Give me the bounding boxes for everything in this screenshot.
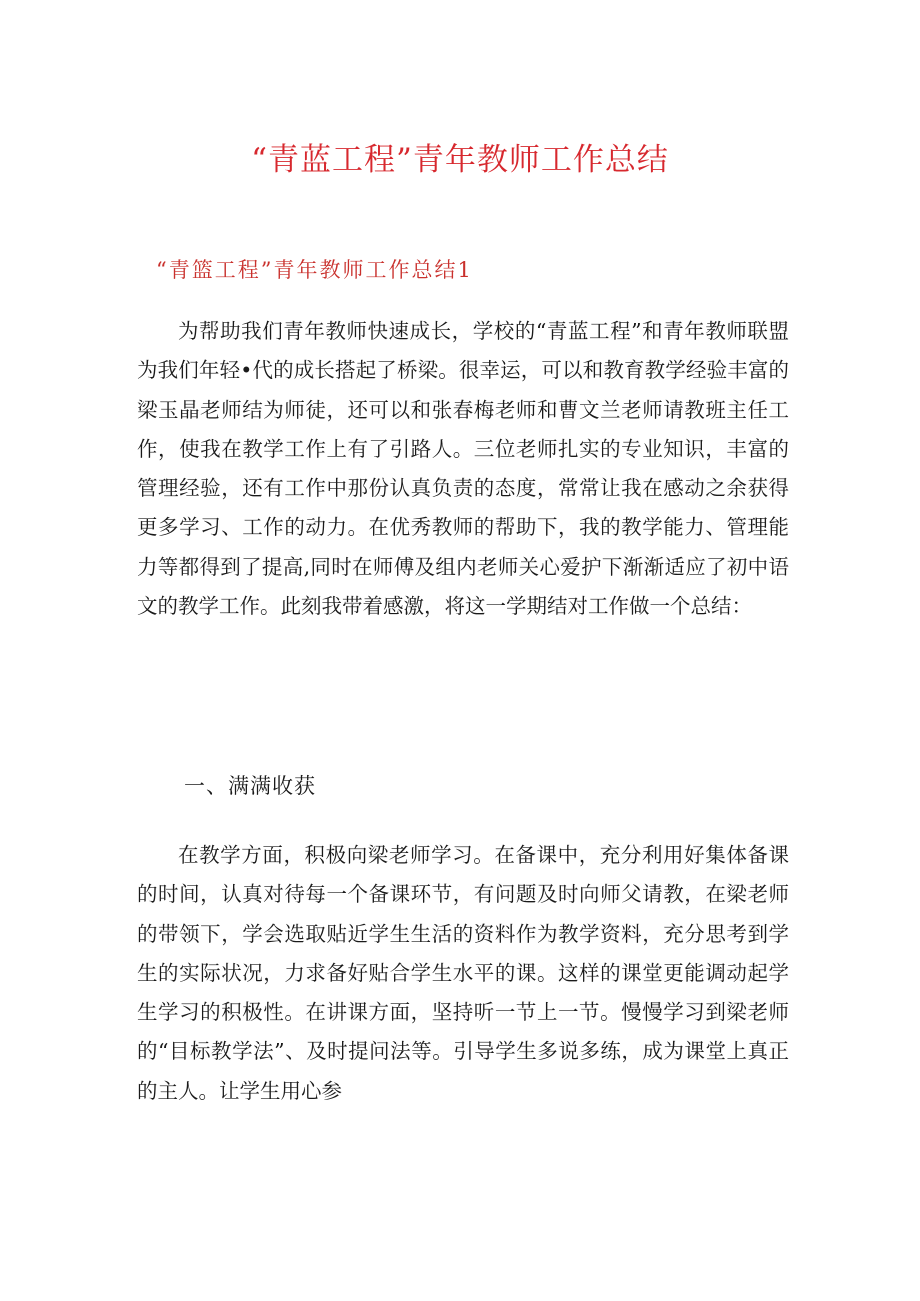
body-paragraph-teaching: 在教学方面，积极向梁老师学习。在备课中，充分利用好集体备课的时间，认真对待每一个备课环节，有问题及时向师父请教，在梁老师的带领下，学会选取贴近学生生活的资料作为教学资料，充分思考到学生的实际状况，力求备好贴合学生水平的课。这样的课堂更能调动起学生学习的积极性。在讲课方面，坚持听一节上一节。慢慢学习到梁老师的“目标教学法”、及时提问法等。引导学生多说多练，成为课堂上真正的主人。让学生用心参: [137, 843, 789, 1103]
section-subtitle: “青篮工程”青年教师工作总结1: [156, 258, 473, 282]
body-paragraph-intro: 为帮助我们青年教师快速成长，学校的“青蓝工程”和青年教师联盟为我们年轻•代的成长搭起了桥梁。很幸运，可以和教育教学经验丰富的梁玉晶老师结为师徒，还可以和张春梅老师和曹文兰老师请教班主任工作，使我在教学工作上有了引路人。三位老师扎实的专业知识，丰富的管理经验，还有工作中那份认真负责的态度，常常让我在感动之余获得更多学习、工作的动力。在优秀教师的帮助下，我的教学能力、管理能力等都得到了提高,同时在师傅及组内老师关心爱护下渐渐适应了初中语文的教学工作。此刻我带着感激，将这一学期结对工作做一个总结：: [137, 319, 789, 619]
section-heading-harvest: 一、满满收获: [184, 774, 316, 798]
document-title: “青蓝工程”青年教师工作总结: [251, 142, 669, 178]
